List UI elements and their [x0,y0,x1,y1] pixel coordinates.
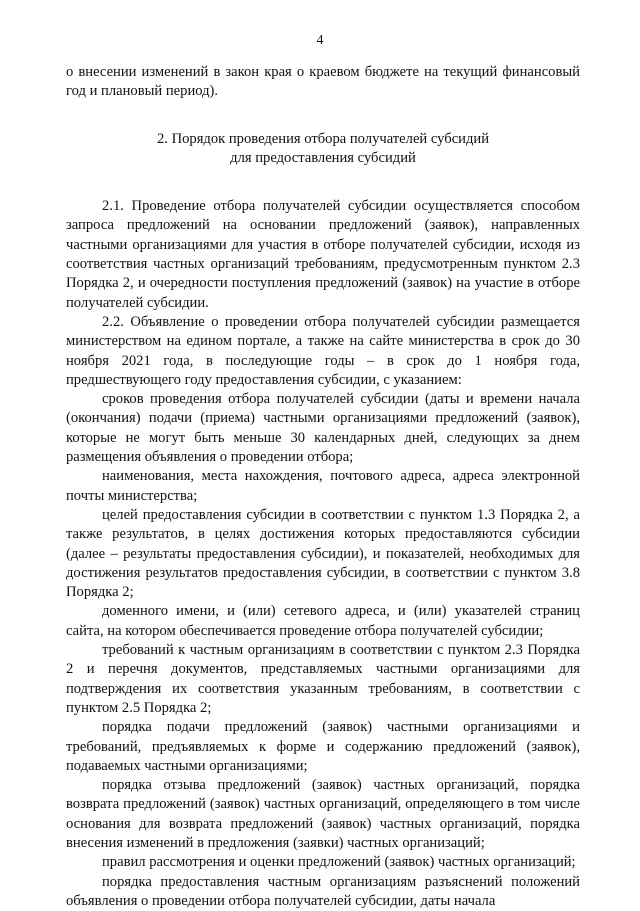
paragraph-2-1: 2.1. Проведение отбора получателей субсидии осуществляется способом запроса предложений на основании предложений (заявок), направленных частными организациями для участия в отборе получателей субсидии, исходя из соответствия частных организаций требованиям, предусмотренным пунктом 2.3 Порядка 2, и очередности поступления предложений (заявок) на участие в отборе получателей субсидии. [66,198,580,311]
list-item-ministry-address: наименования, места нахождения, почтового адреса, адреса электронной почты министерства; [66,468,580,504]
paragraph-2-2: 2.2. Объявление о проведении отбора получателей субсидии размещается министерством на едином портале, а также на сайте министерства в срок до 30 ноября 2021 года, в последующие годы – в срок до 1 ноября года, предшествующего году предоставления субсидии, с указанием: [66,313,580,388]
list-item-deadlines: сроков проведения отбора получателей субсидии (даты и времени начала (окончания) подачи (приема) частными организациями предложений (заявок), которые не могут быть меньше 30 календарных дней, следующих за днем размещения объявления о проведении отбора; [66,391,580,466]
section-heading-line-2: для предоставления субсидий [230,149,416,166]
section-heading-line-1: 2. Порядок проведения отбора получателей субсидий [156,130,490,147]
document-body [66,63,580,911]
list-item-clarifications: порядка предоставления частным организациям разъяснений положений объявления о проведении отбора получателей субсидии, даты начала [66,873,580,909]
intro-paragraph: о внесении изменений в закон края о краевом бюджете на текущий финансовый год и плановый период). [66,64,580,100]
list-item-domain: доменного имени, и (или) сетевого адреса, и (или) указателей страниц сайта, на котором обеспечивается проведение отбора получателей субсидии; [66,603,580,639]
page-number: 4 [316,33,324,48]
list-item-submission-order: порядка подачи предложений (заявок) частными организациями и требований, предъявляемых к форме и содержанию предложений (заявок), подаваемых частными организациями; [66,719,580,774]
list-item-goals: целей предоставления субсидии в соответствии с пунктом 1.3 Порядка 2, а также результатов, в целях достижения которых предоставляются субсидии (далее – результаты предоставления субсидии), и показателей, необходимых для достижения результатов предоставления субсидии, в соответствии с пунктом 3.8 Порядка 2; [66,506,580,601]
section-heading [66,130,580,169]
list-item-review-rules: правил рассмотрения и оценки предложений (заявок) частных организаций; [102,854,576,871]
list-item-requirements: требований к частным организациям в соответствии с пунктом 2.3 Порядка 2 и перечня документов, представляемых частными организациями для подтверждения их соответствия указанным требованиям, в соответствии с пунктом 2.5 Порядка 2; [66,642,580,716]
list-item-withdrawal-order: порядка отзыва предложений (заявок) частных организаций, порядка возврата предложений (заявок) частных организаций, определяющего в том числе основания для возврата предложений (заявок) частных организаций, порядка внесения изменений в предложения (заявки) частных организаций; [66,777,580,851]
